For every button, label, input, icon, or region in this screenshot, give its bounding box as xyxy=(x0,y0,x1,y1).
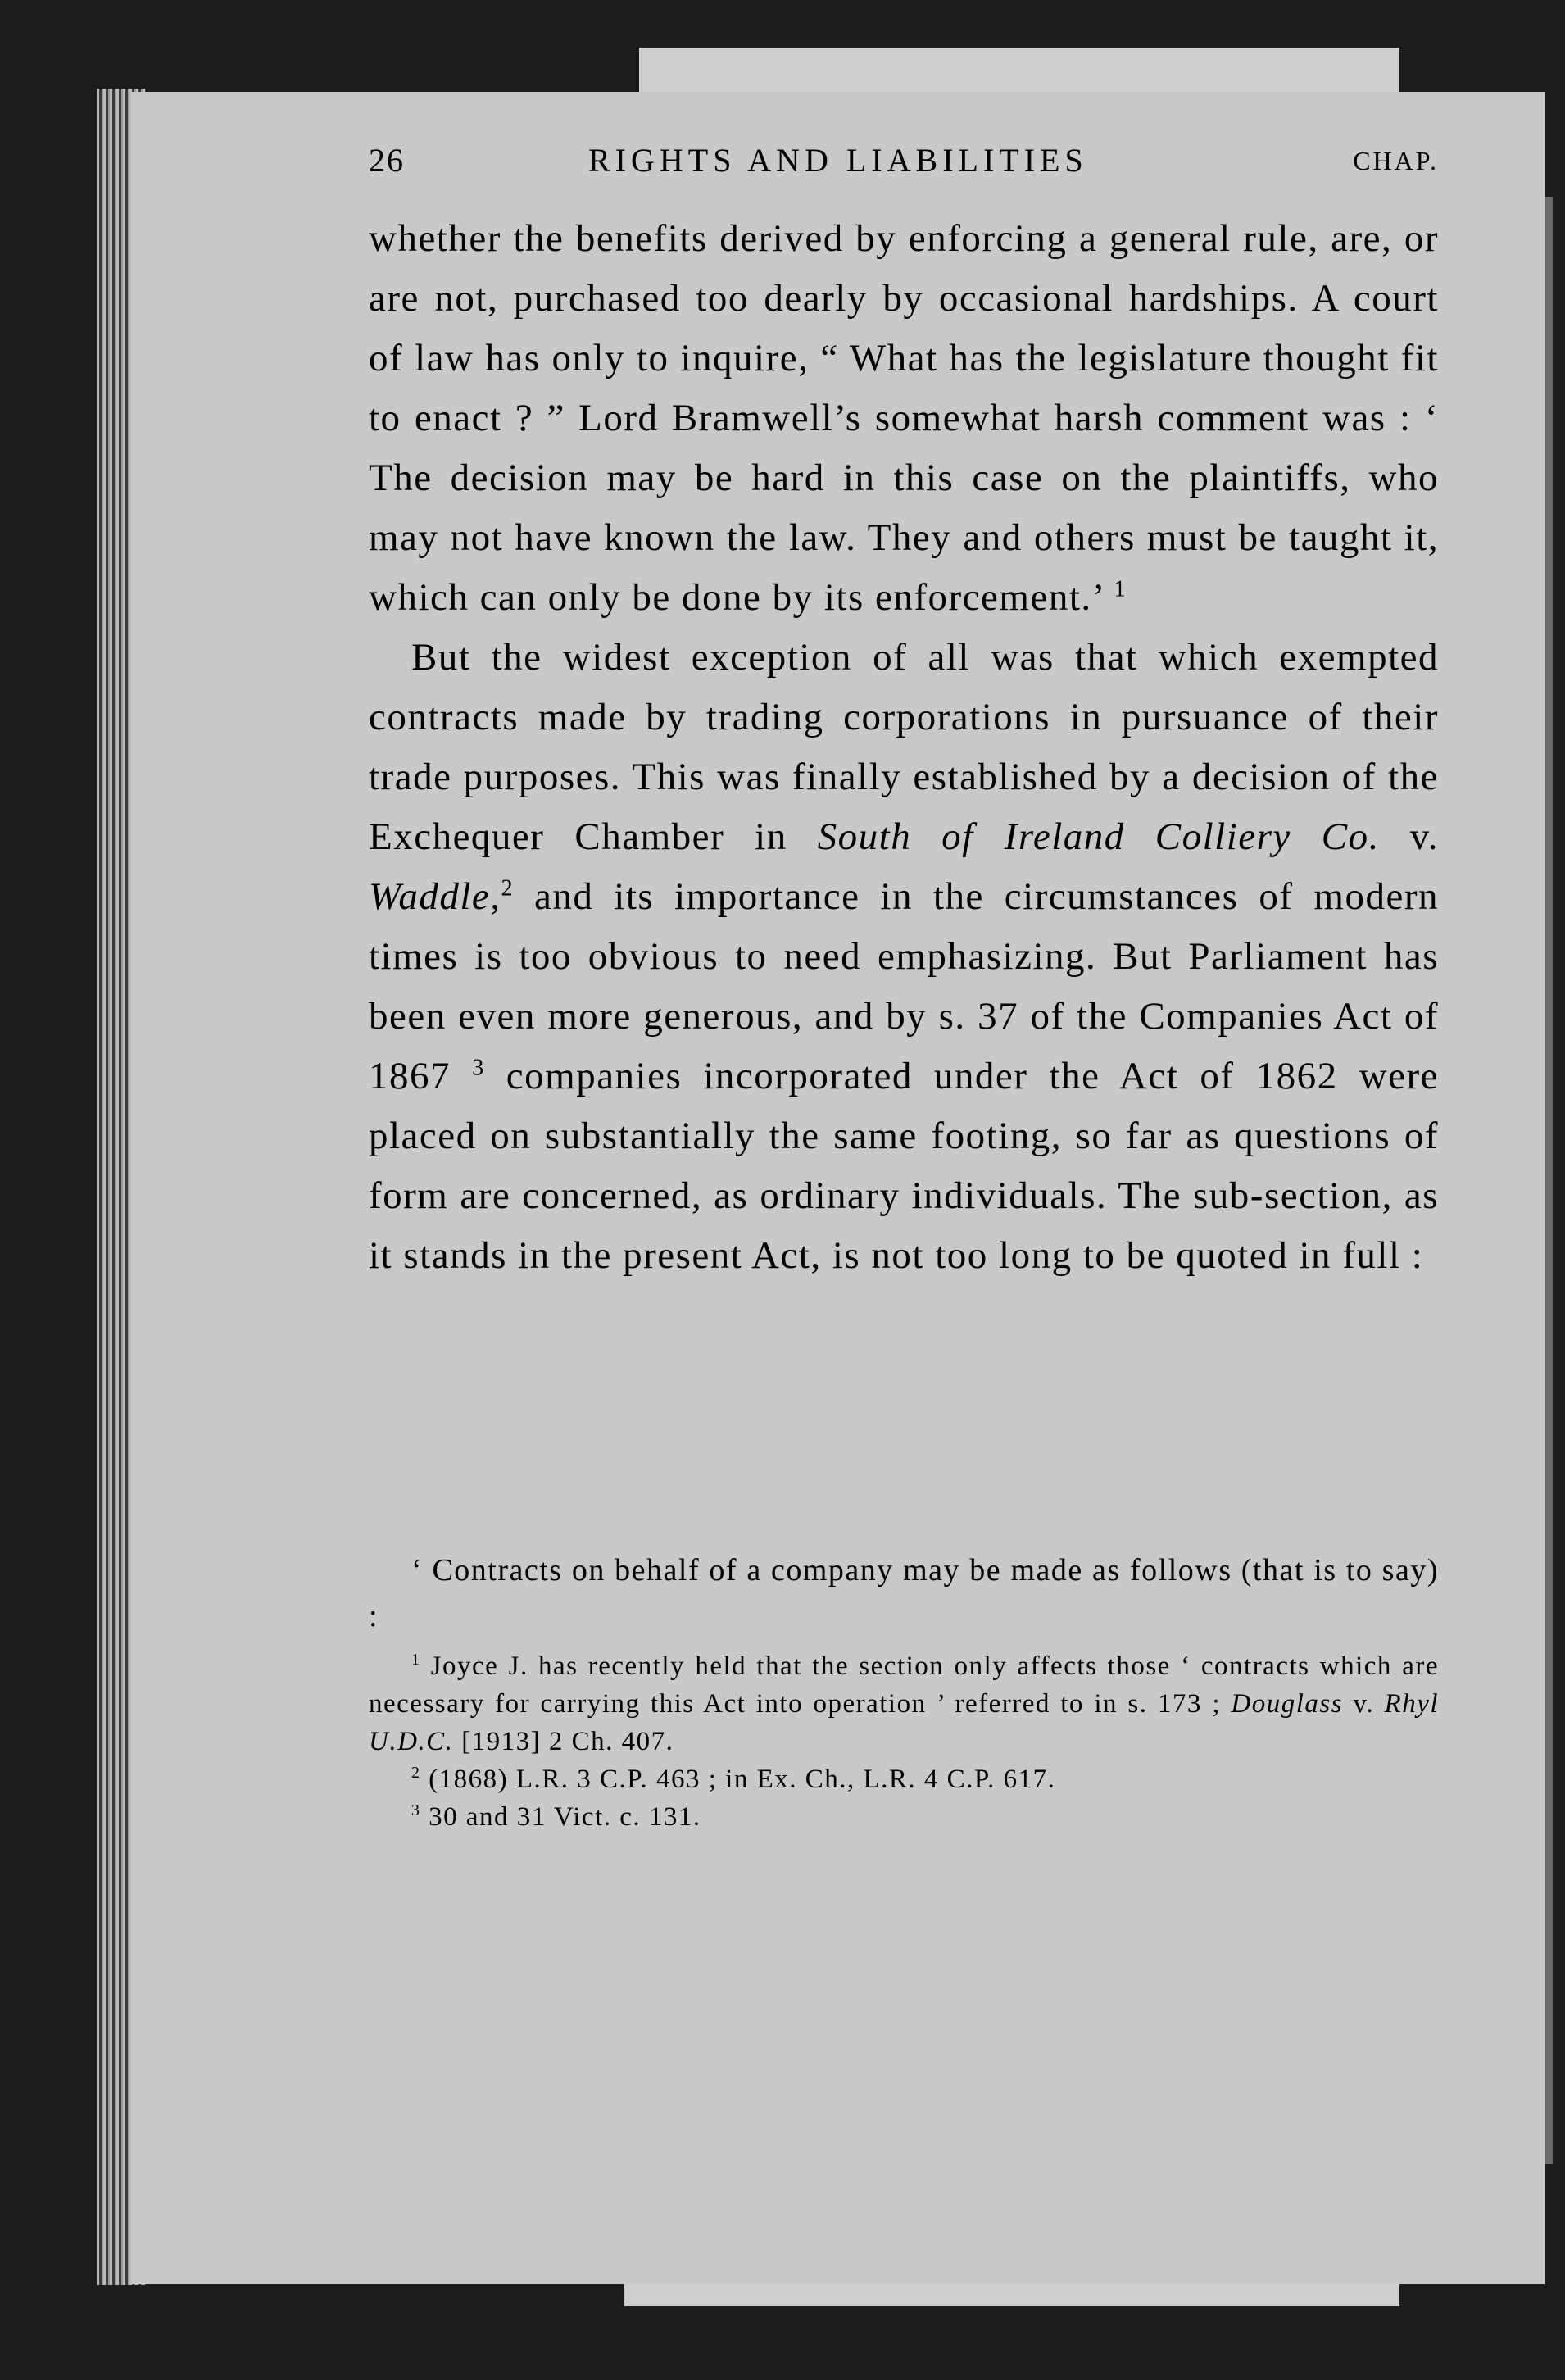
case-name-south-of-ireland: South of Ireland Colliery Co. xyxy=(817,815,1380,858)
body-text xyxy=(369,209,1439,1286)
footnotes xyxy=(369,1647,1439,1836)
footnote-ref-1: 1 xyxy=(1114,576,1127,602)
paragraph-2-text-b: and its importance in the circumstances of modern times is too obvious to need emphasizing. But Parliament has been even more generous, and by s. 37 of the Companies Act of 1867 xyxy=(369,875,1439,1097)
footnote-2 xyxy=(369,1760,1439,1798)
block-quote: ‘ Contracts on behalf of a company may be made as follows (that is to say) : xyxy=(369,1553,1439,1633)
footnote-1-party: Rhyl U.D.C. xyxy=(369,1689,1440,1756)
footnote-1-text-a: Joyce J. has recently held that the section only affects those ‘ contracts which are necessary for carrying this Act into operation ’ referred to in s. 173 ; xyxy=(369,1651,1439,1719)
paragraph-2-text-a: But the widest exception of all was that which exempted contracts made by trading corporations in pursuance of their trade purposes. This was finally established by a decision of the Exchequer Chamber in xyxy=(369,636,1439,858)
running-title: RIGHTS AND LIABILITIES xyxy=(588,142,1088,179)
paragraph-2-text-c: companies incorporated under the Act of 1862 were placed on substantially the same footing, so far as questions of form are concerned, as ordinary individuals. The sub-section, as it stands in the present Act, is not too long to be quoted in full : xyxy=(369,1055,1440,1277)
versus: v. xyxy=(1379,815,1439,858)
footnote-2-text: (1868) L.R. 3 C.P. 463 ; in Ex. Ch., L.R. 4 C.P. 617. xyxy=(420,1765,1056,1794)
page-right-edge xyxy=(1545,197,1553,2164)
chapter-label: CHAP. xyxy=(1353,146,1439,175)
footnote-3 xyxy=(369,1798,1439,1836)
paragraph-1-text: whether the benefits derived by enforcing a general rule, are, or are not, purchased too dearly by occasional hardships. A court of law has only to inquire, “ What has the legislature thought fit to enact ? ” Lord Bramwell’s somewhat harsh comment was : ‘ The decision may be hard in this case on the plaintiffs, who may not have known the law. They and others must be taught it, which can only be done by its enforcement.’ xyxy=(369,217,1439,619)
footnote-1-mark: 1 xyxy=(411,1651,421,1669)
paragraph-1 xyxy=(369,209,1439,628)
paragraph-2 xyxy=(369,628,1439,1286)
footnote-3-text: 30 and 31 Vict. c. 131. xyxy=(420,1802,701,1832)
footnote-1 xyxy=(369,1647,1439,1760)
footnote-ref-3: 3 xyxy=(472,1055,485,1081)
footnote-1-versus: v. xyxy=(1343,1689,1385,1719)
page-number: 26 xyxy=(369,142,405,179)
footnote-3-mark: 3 xyxy=(411,1801,421,1819)
footnote-2-mark: 2 xyxy=(411,1764,421,1782)
running-header xyxy=(369,141,1439,190)
footnote-1-case: Douglass xyxy=(1231,1689,1344,1719)
footnote-ref-2: 2 xyxy=(501,875,515,902)
footnote-1-text-b: [1913] 2 Ch. 407. xyxy=(453,1727,674,1756)
case-party-waddle: Waddle, xyxy=(369,875,501,918)
